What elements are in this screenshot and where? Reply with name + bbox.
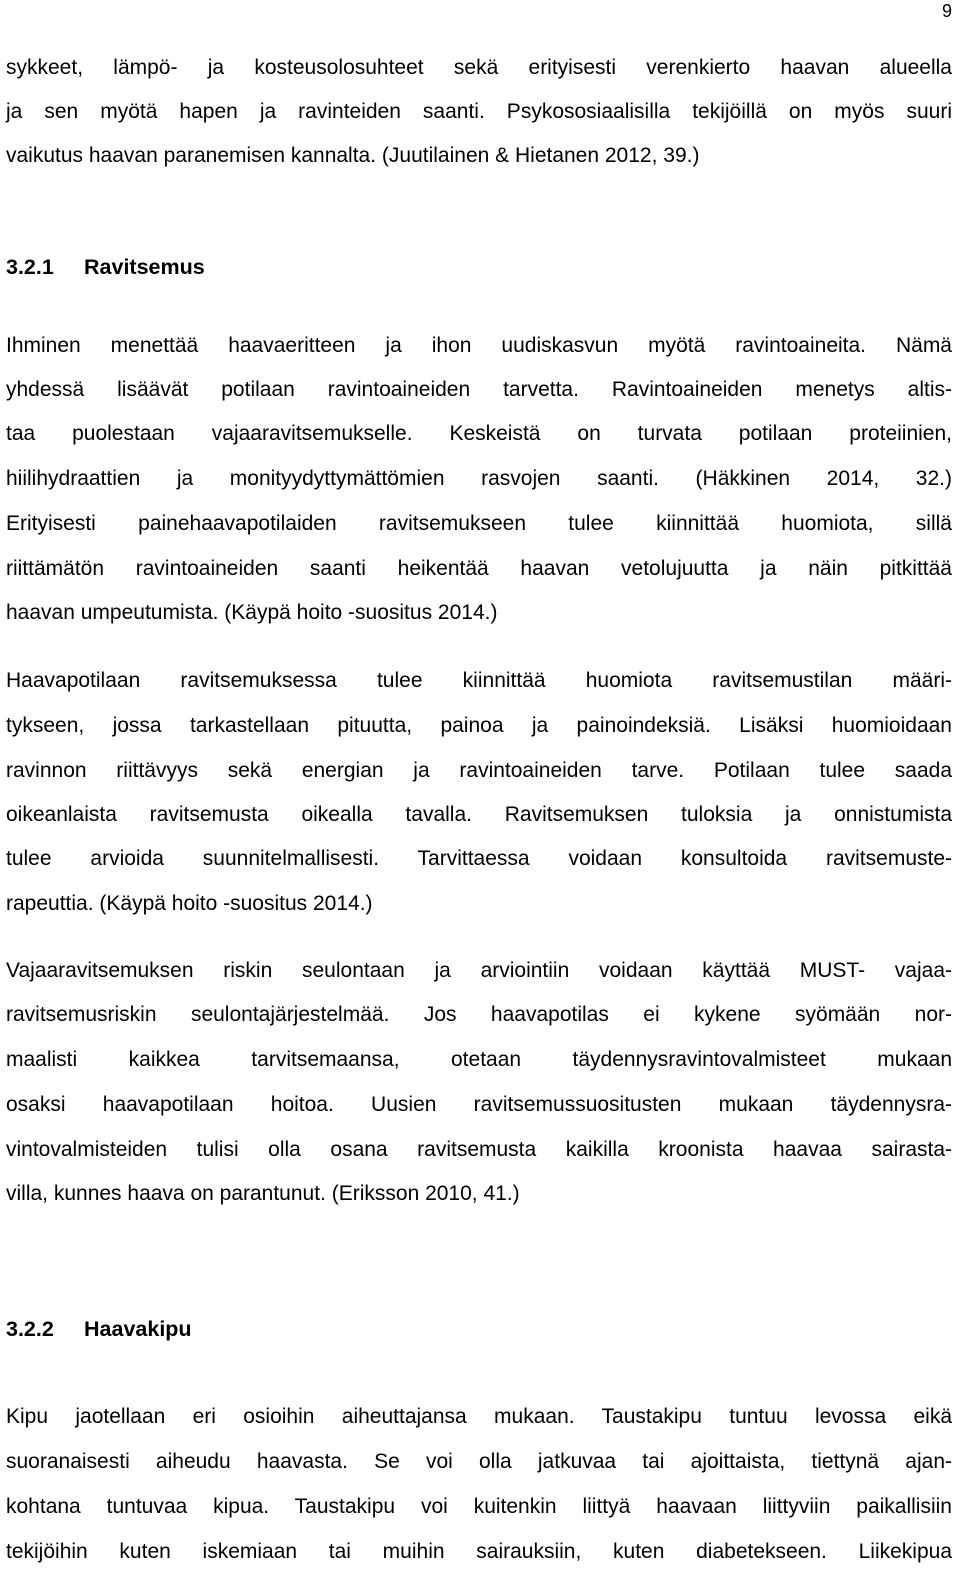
text-line: Ihminen menettää haavaeritteen ja ihon uudiskasvun myötä ravintoaineita. Nämä [6, 334, 952, 357]
text-line: tulee arvioida suunnitelmallisesti. Tarvittaessa voidaan konsultoida ravitsemuste- [6, 847, 952, 870]
text-line: vintovalmisteiden tulisi olla osana ravitsemusta kaikilla kroonista haavaa sairasta- [6, 1138, 952, 1161]
text-line: kohtana tuntuvaa kipua. Taustakipu voi kuitenkin liittyä haavaan liittyviin paikallisiin [6, 1495, 952, 1518]
text-line: sykkeet, lämpö- ja kosteusolosuhteet sekä erityisesti verenkierto haavan alueella [6, 56, 952, 79]
text-line: Haavapotilaan ravitsemuksessa tulee kiinnittää huomiota ravitsemustilan määri- [6, 669, 952, 692]
section-title: Ravitsemus [84, 255, 205, 279]
text-line: hiilihydraattien ja monityydyttymättömien rasvojen saanti. (Häkkinen 2014, 32.) [6, 467, 952, 490]
text-line: oikeanlaista ravitsemusta oikealla tavalla. Ravitsemuksen tuloksia ja onnistumista [6, 803, 952, 826]
text-line: Vajaaravitsemuksen riskin seulontaan ja arviointiin voidaan käyttää MUST- vajaa- [6, 959, 952, 982]
text-line: vaikutus haavan paranemisen kannalta. (Juutilainen & Hietanen 2012, 39.) [6, 144, 700, 167]
text-line: riittämätön ravintoaineiden saanti heikentää haavan vetolujuutta ja näin pitkittää [6, 557, 952, 580]
text-line: yhdessä lisäävät potilaan ravintoaineiden tarvetta. Ravintoaineiden menetys altis- [6, 378, 952, 401]
text-line: ja sen myötä hapen ja ravinteiden saanti. Psykososiaalisilla tekijöillä on myös suuri [6, 100, 952, 123]
text-line: ravitsemusriskin seulontajärjestelmää. Jos haavapotilas ei kykene syömään nor- [6, 1003, 952, 1026]
text-line: ravinnon riittävyys sekä energian ja ravintoaineiden tarve. Potilaan tulee saada [6, 759, 952, 782]
section-number: 3.2.2 [6, 1317, 54, 1341]
section-number: 3.2.1 [6, 255, 54, 279]
text-line: tykseen, jossa tarkastellaan pituutta, painoa ja painoindeksiä. Lisäksi huomioidaan [6, 714, 952, 737]
text-line: Erityisesti painehaavapotilaiden ravitsemukseen tulee kiinnittää huomiota, sillä [6, 512, 952, 535]
page-number: 9 [941, 1, 952, 21]
text-line: Kipu jaotellaan eri osioihin aiheuttajansa mukaan. Taustakipu tuntuu levossa eikä [6, 1405, 952, 1428]
section-title: Haavakipu [84, 1317, 192, 1341]
section-heading [6, 1315, 192, 1343]
text-line: rapeuttia. (Käypä hoito -suositus 2014.) [6, 892, 373, 915]
text-line: maalisti kaikkea tarvitsemaansa, otetaan täydennysravintovalmisteet mukaan [6, 1048, 952, 1071]
text-line: suoranaisesti aiheudu haavasta. Se voi olla jatkuvaa tai ajoittaista, tiettynä ajan- [6, 1450, 952, 1473]
text-line: taa puolestaan vajaaravitsemukselle. Keskeistä on turvata potilaan proteiinien, [6, 422, 952, 445]
text-line: osaksi haavapotilaan hoitoa. Uusien ravitsemussuositusten mukaan täydennysra- [6, 1093, 952, 1116]
text-line: villa, kunnes haava on parantunut. (Eriksson 2010, 41.) [6, 1182, 520, 1205]
section-heading [6, 253, 205, 281]
text-line: haavan umpeutumista. (Käypä hoito -suositus 2014.) [6, 601, 498, 624]
text-line: tekijöihin kuten iskemiaan tai muihin sairauksiin, kuten diabetekseen. Liikekipua [6, 1540, 952, 1563]
